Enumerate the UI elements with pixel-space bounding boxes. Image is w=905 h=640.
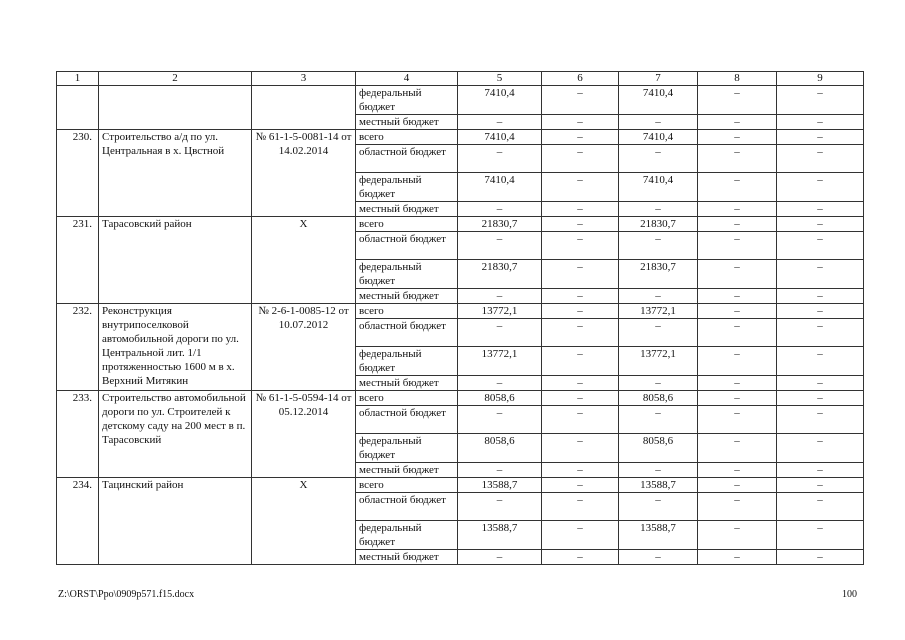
cell-value-6: – — [542, 521, 619, 550]
cell-value-5: 13772,1 — [458, 347, 542, 376]
cell-value-9: – — [777, 86, 864, 115]
cell-value-8: – — [698, 406, 777, 434]
cell-document — [252, 86, 356, 130]
cell-value-6: – — [542, 391, 619, 406]
cell-value-8: – — [698, 115, 777, 130]
cell-number: 234. — [57, 478, 99, 565]
cell-value-9: – — [777, 289, 864, 304]
cell-value-5: 8058,6 — [458, 391, 542, 406]
cell-value-7: 13772,1 — [619, 347, 698, 376]
cell-value-5: – — [458, 145, 542, 173]
cell-budget-label: федеральный бюджет — [356, 173, 458, 202]
cell-value-9: – — [777, 130, 864, 145]
cell-value-9: – — [777, 493, 864, 521]
cell-value-9: – — [777, 202, 864, 217]
cell-budget-label: федеральный бюджет — [356, 260, 458, 289]
cell-budget-label: всего — [356, 130, 458, 145]
table-row — [57, 217, 864, 232]
cell-value-8: – — [698, 521, 777, 550]
cell-budget-label: всего — [356, 391, 458, 406]
cell-value-5: 21830,7 — [458, 217, 542, 232]
cell-value-7: 13588,7 — [619, 478, 698, 493]
cell-document: № 61-1-5-0081-14 от 14.02.2014 — [252, 130, 356, 217]
cell-value-8: – — [698, 319, 777, 347]
cell-budget-label: областной бюджет — [356, 493, 458, 521]
cell-value-6: – — [542, 493, 619, 521]
cell-value-9: – — [777, 550, 864, 565]
cell-value-5: – — [458, 493, 542, 521]
cell-value-6: – — [542, 115, 619, 130]
cell-value-7: – — [619, 493, 698, 521]
cell-value-8: – — [698, 86, 777, 115]
cell-value-8: – — [698, 434, 777, 463]
cell-value-8: – — [698, 550, 777, 565]
cell-value-8: – — [698, 145, 777, 173]
column-header-7: 7 — [619, 72, 698, 86]
cell-budget-label: всего — [356, 304, 458, 319]
cell-value-9: – — [777, 319, 864, 347]
cell-budget-label: федеральный бюджет — [356, 347, 458, 376]
cell-value-7: 8058,6 — [619, 391, 698, 406]
cell-value-5: – — [458, 115, 542, 130]
cell-value-8: – — [698, 391, 777, 406]
cell-value-7: 21830,7 — [619, 260, 698, 289]
cell-value-7: 7410,4 — [619, 130, 698, 145]
cell-value-8: – — [698, 202, 777, 217]
cell-value-9: – — [777, 406, 864, 434]
cell-value-7: 21830,7 — [619, 217, 698, 232]
cell-value-5: 7410,4 — [458, 130, 542, 145]
cell-value-5: – — [458, 463, 542, 478]
header-row — [57, 72, 864, 86]
footer-file-path: Z:\ORST\Ppo\0909p571.f15.docx — [58, 589, 195, 600]
cell-value-6: – — [542, 347, 619, 376]
cell-value-5: – — [458, 232, 542, 260]
cell-value-9: – — [777, 115, 864, 130]
cell-budget-label: местный бюджет — [356, 376, 458, 391]
cell-value-5: – — [458, 550, 542, 565]
cell-value-8: – — [698, 173, 777, 202]
cell-value-5: 13772,1 — [458, 304, 542, 319]
column-header-6: 6 — [542, 72, 619, 86]
cell-value-6: – — [542, 260, 619, 289]
cell-object-name: Тацинский район — [99, 478, 252, 565]
cell-value-6: – — [542, 217, 619, 232]
cell-value-7: – — [619, 145, 698, 173]
cell-value-7: – — [619, 376, 698, 391]
cell-object-name — [99, 86, 252, 130]
cell-value-9: – — [777, 463, 864, 478]
table-row — [57, 391, 864, 406]
cell-number: 233. — [57, 391, 99, 478]
cell-value-7: – — [619, 550, 698, 565]
cell-value-8: – — [698, 463, 777, 478]
cell-budget-label: областной бюджет — [356, 145, 458, 173]
cell-budget-label: федеральный бюджет — [356, 86, 458, 115]
column-header-8: 8 — [698, 72, 777, 86]
cell-value-9: – — [777, 376, 864, 391]
cell-value-9: – — [777, 173, 864, 202]
cell-value-6: – — [542, 173, 619, 202]
cell-value-8: – — [698, 130, 777, 145]
cell-value-7: 7410,4 — [619, 86, 698, 115]
cell-document: Х — [252, 478, 356, 565]
cell-value-7: 7410,4 — [619, 173, 698, 202]
cell-value-8: – — [698, 304, 777, 319]
cell-value-8: – — [698, 289, 777, 304]
cell-value-7: – — [619, 463, 698, 478]
page-number: 100 — [842, 589, 857, 600]
cell-value-8: – — [698, 347, 777, 376]
cell-value-7: 13588,7 — [619, 521, 698, 550]
cell-value-9: – — [777, 217, 864, 232]
budget-table — [56, 71, 864, 565]
cell-value-9: – — [777, 391, 864, 406]
cell-value-5: 13588,7 — [458, 521, 542, 550]
cell-document: № 61-1-5-0594-14 от 05.12.2014 — [252, 391, 356, 478]
table-row — [57, 478, 864, 493]
cell-value-7: – — [619, 115, 698, 130]
cell-value-5: 7410,4 — [458, 173, 542, 202]
column-header-9: 9 — [777, 72, 864, 86]
cell-budget-label: местный бюджет — [356, 115, 458, 130]
cell-value-6: – — [542, 202, 619, 217]
cell-value-5: – — [458, 289, 542, 304]
cell-budget-label: местный бюджет — [356, 202, 458, 217]
cell-value-6: – — [542, 478, 619, 493]
cell-value-6: – — [542, 319, 619, 347]
cell-number: 230. — [57, 130, 99, 217]
cell-value-6: – — [542, 550, 619, 565]
cell-value-9: – — [777, 260, 864, 289]
cell-value-6: – — [542, 145, 619, 173]
cell-document: № 2-6-1-0085-12 от 10.07.2012 — [252, 304, 356, 391]
cell-value-7: – — [619, 232, 698, 260]
cell-value-9: – — [777, 434, 864, 463]
cell-value-7: – — [619, 406, 698, 434]
column-header-4: 4 — [356, 72, 458, 86]
cell-value-5: 7410,4 — [458, 86, 542, 115]
cell-value-5: – — [458, 319, 542, 347]
cell-value-6: – — [542, 463, 619, 478]
table-row — [57, 86, 864, 115]
cell-budget-label: местный бюджет — [356, 289, 458, 304]
cell-document: Х — [252, 217, 356, 304]
cell-value-7: – — [619, 202, 698, 217]
cell-value-6: – — [542, 304, 619, 319]
cell-value-8: – — [698, 217, 777, 232]
cell-budget-label: местный бюджет — [356, 463, 458, 478]
cell-value-9: – — [777, 347, 864, 376]
column-header-1: 1 — [57, 72, 99, 86]
cell-value-9: – — [777, 145, 864, 173]
table-row — [57, 130, 864, 145]
column-header-5: 5 — [458, 72, 542, 86]
cell-budget-label: всего — [356, 217, 458, 232]
cell-budget-label: местный бюджет — [356, 550, 458, 565]
cell-value-7: – — [619, 319, 698, 347]
cell-number: 231. — [57, 217, 99, 304]
cell-value-9: – — [777, 304, 864, 319]
cell-value-6: – — [542, 232, 619, 260]
cell-value-6: – — [542, 434, 619, 463]
cell-value-9: – — [777, 521, 864, 550]
cell-value-6: – — [542, 376, 619, 391]
cell-value-8: – — [698, 478, 777, 493]
cell-object-name: Реконструкция внутрипоселковой автомобильной дороги по ул. Центральной лит. 1/1 протяженностью 1600 м в х. Верхний Митякин — [99, 304, 252, 391]
cell-value-6: – — [542, 289, 619, 304]
cell-value-5: 8058,6 — [458, 434, 542, 463]
cell-value-9: – — [777, 232, 864, 260]
cell-value-5: – — [458, 202, 542, 217]
cell-object-name: Строительство автомобильной дороги по ул. Строителей к детскому саду на 200 мест в п. Тарасовский — [99, 391, 252, 478]
cell-number — [57, 86, 99, 130]
cell-budget-label: областной бюджет — [356, 406, 458, 434]
cell-value-6: – — [542, 86, 619, 115]
cell-value-5: 13588,7 — [458, 478, 542, 493]
cell-value-6: – — [542, 406, 619, 434]
cell-value-7: 13772,1 — [619, 304, 698, 319]
cell-value-8: – — [698, 493, 777, 521]
cell-value-5: – — [458, 406, 542, 434]
cell-value-5: 21830,7 — [458, 260, 542, 289]
table-row — [57, 304, 864, 319]
cell-budget-label: областной бюджет — [356, 232, 458, 260]
cell-budget-label: федеральный бюджет — [356, 434, 458, 463]
cell-value-7: 8058,6 — [619, 434, 698, 463]
column-header-2: 2 — [99, 72, 252, 86]
cell-value-5: – — [458, 376, 542, 391]
cell-value-6: – — [542, 130, 619, 145]
cell-value-8: – — [698, 260, 777, 289]
cell-value-8: – — [698, 376, 777, 391]
cell-value-8: – — [698, 232, 777, 260]
cell-value-9: – — [777, 478, 864, 493]
cell-budget-label: федеральный бюджет — [356, 521, 458, 550]
cell-value-7: – — [619, 289, 698, 304]
column-header-3: 3 — [252, 72, 356, 86]
cell-budget-label: всего — [356, 478, 458, 493]
cell-object-name: Тарасовский район — [99, 217, 252, 304]
cell-number: 232. — [57, 304, 99, 391]
cell-object-name: Строительство а/д по ул. Центральная в х. Цвстной — [99, 130, 252, 217]
cell-budget-label: областной бюджет — [356, 319, 458, 347]
